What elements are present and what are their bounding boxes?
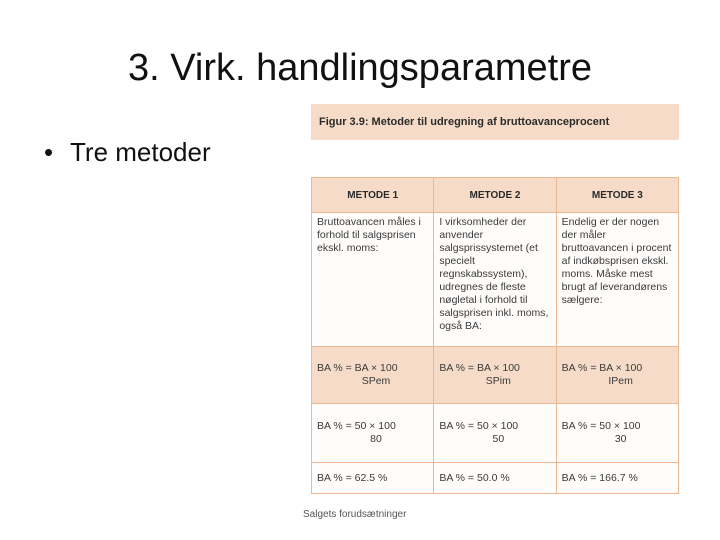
slide-footer: Salgets forudsætninger bbox=[303, 509, 407, 520]
header-method-3: METODE 3 bbox=[556, 178, 678, 213]
result-method-1: BA % = 62.5 % bbox=[312, 463, 434, 494]
calculation-bottom: 50 bbox=[492, 433, 505, 445]
result-row bbox=[312, 463, 679, 494]
calculation-method-3 bbox=[556, 404, 678, 463]
calculation-bottom: 30 bbox=[614, 433, 627, 445]
bullet-item bbox=[44, 135, 211, 169]
description-row bbox=[312, 213, 679, 347]
bullet-text: Tre metoder bbox=[70, 137, 211, 167]
calculation-bottom: 80 bbox=[370, 433, 382, 445]
calculation-top: BA % = 50 × 100 bbox=[439, 420, 519, 432]
formula-bottom: IPem bbox=[608, 375, 633, 387]
header-method-2: METODE 2 bbox=[434, 178, 556, 213]
figure-caption: Figur 3.9: Metoder til udregning af bruttoavanceprocent bbox=[311, 104, 679, 140]
description-method-1: Bruttoavancen måles i forhold til salgsprisen ekskl. moms: bbox=[312, 213, 434, 347]
formula-bottom: SPim bbox=[485, 375, 511, 387]
calculation-top: BA % = 50 × 100 bbox=[561, 420, 641, 432]
calculation-top: BA % = 50 × 100 bbox=[317, 420, 396, 432]
methods-table bbox=[311, 177, 679, 494]
bullet-marker: • bbox=[44, 137, 54, 167]
header-row bbox=[312, 178, 679, 213]
formula-top: BA % = BA × 100 bbox=[317, 362, 398, 374]
result-method-3: BA % = 166.7 % bbox=[556, 463, 678, 494]
description-method-2: I virksomheder der anvender salgsprissystemet (et specielt regnskabssystem), udregnes de fleste nøgletal i forhold til salgsprisen inkl. moms, også BA: bbox=[434, 213, 556, 347]
formula-bottom: SPem bbox=[361, 375, 391, 387]
formula-method-3 bbox=[556, 347, 678, 404]
slide-title: 3. Virk. handlingsparametre bbox=[128, 47, 592, 89]
calculation-method-1 bbox=[312, 404, 434, 463]
formula-row bbox=[312, 347, 679, 404]
description-method-3: Endelig er der nogen der måler bruttoavancen i procent af indkøbsprisen ekskl. moms. Måske mest brugt af leverandørens sælgere: bbox=[556, 213, 678, 347]
calculation-row bbox=[312, 404, 679, 463]
calculation-method-2 bbox=[434, 404, 556, 463]
formula-method-2 bbox=[434, 347, 556, 404]
header-method-1: METODE 1 bbox=[312, 178, 434, 213]
formula-method-1 bbox=[312, 347, 434, 404]
formula-top: BA % = BA × 100 bbox=[439, 362, 520, 374]
formula-top: BA % = BA × 100 bbox=[561, 362, 643, 374]
result-method-2: BA % = 50.0 % bbox=[434, 463, 556, 494]
